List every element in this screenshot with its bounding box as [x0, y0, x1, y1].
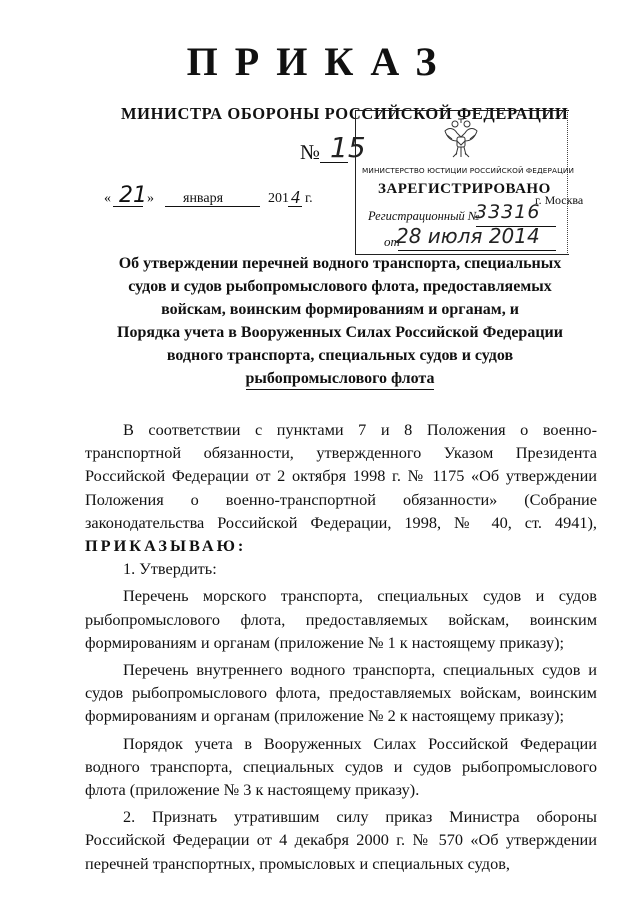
stamp-reg-date-value: 28 июля 2014	[396, 224, 540, 248]
stamp-right-edge	[567, 110, 568, 253]
preamble-paragraph	[85, 418, 597, 557]
document-title: ПРИКАЗ	[186, 39, 454, 84]
list-item-1: Перечень морского транспорта, специальных судов и судов рыбопромыслового флота, предоставляемых войскам, воинским формированиям и органам (приложение № 1 к настоящему приказу);	[85, 586, 597, 652]
stamp-reg-number-value: 33316	[475, 201, 541, 223]
stamp-ministry-name: МИНИСТЕРСТВО ЮСТИЦИИ РОССИЙСКОЙ ФЕДЕРАЦИИ	[362, 166, 574, 175]
list-item-2: Перечень внутреннего водного транспорта, специальных судов и судов рыбопромыслового флота, предоставляемых войскам, воинским формированиям и органам (приложение № 2 к настоящему приказу);	[85, 660, 597, 726]
heading-line: Порядка учета в Вооруженных Силах Российской Федерации	[117, 324, 563, 341]
order-number-underline	[320, 162, 348, 163]
heading-line: судов и судов рыбопромыслового флота, предоставляемых	[128, 278, 552, 295]
date-year-suffix: 4	[291, 187, 300, 207]
date-day: 21	[119, 183, 147, 208]
date-close-quote: »	[147, 191, 154, 206]
stamp-registered: ЗАРЕГИСТРИРОВАНО	[378, 181, 551, 197]
date-year-prefix: 201	[268, 191, 289, 206]
heading-line: войскам, воинским формированиям и органам, и	[161, 301, 519, 318]
heading-line: Об утверждении перечней водного транспорта, специальных	[118, 255, 562, 272]
date-year-underline	[288, 206, 302, 207]
order-number-label: №	[300, 140, 321, 164]
order-heading	[100, 252, 580, 390]
stamp-city: г. Москва	[535, 193, 584, 207]
date-month-underline	[165, 206, 260, 207]
stamp-reg-date-label: от	[384, 234, 400, 249]
order-number-value: 15	[330, 131, 366, 164]
heading-line: водного транспорта, специальных судов и судов	[166, 347, 514, 364]
preamble-text: В соответствии с пунктами 7 и 8 Положения о военно-транспортной обязанности, утвержденного Указом Президента Российской Федерации от 2 октября 1998 г. № 1175 «Об утверждении Положения о военно-транспортной обязанности» (Собрание законодательства Российской Федерации, 1998, № 40, ст. 4941),	[85, 420, 597, 532]
command-word: ПРИКАЗЫВАЮ:	[85, 536, 247, 556]
stamp-reg-date-underline	[398, 250, 556, 251]
item-2: 2. Признать утратившим силу приказ Министра обороны Российской Федерации от 4 декабря 2000 г. № 570 «Об утверждении перечней транспортных, промысловых и специальных судов,	[85, 807, 597, 873]
date-day-underline	[113, 206, 143, 207]
list-item-3: Порядок учета в Вооруженных Силах Российской Федерации водного транспорта, специальных судов и судов рыбопромыслового флота (приложение № 3 к настоящему приказу).	[85, 733, 597, 800]
russian-coat-of-arms-icon	[441, 115, 481, 163]
date-month: января	[183, 191, 224, 206]
item-1: 1. Утвердить:	[123, 559, 217, 579]
date-open-quote: «	[104, 191, 111, 206]
heading-line: рыбопромыслового флота	[246, 369, 435, 390]
date-year-unit: г.	[305, 191, 313, 206]
issuer-line: МИНИСТРА ОБОРОНЫ РОССИЙСКОЙ ФЕДЕРАЦИИ	[121, 104, 569, 123]
order-body	[85, 418, 597, 875]
stamp-reg-number-label: Регистрационный №	[368, 209, 480, 223]
